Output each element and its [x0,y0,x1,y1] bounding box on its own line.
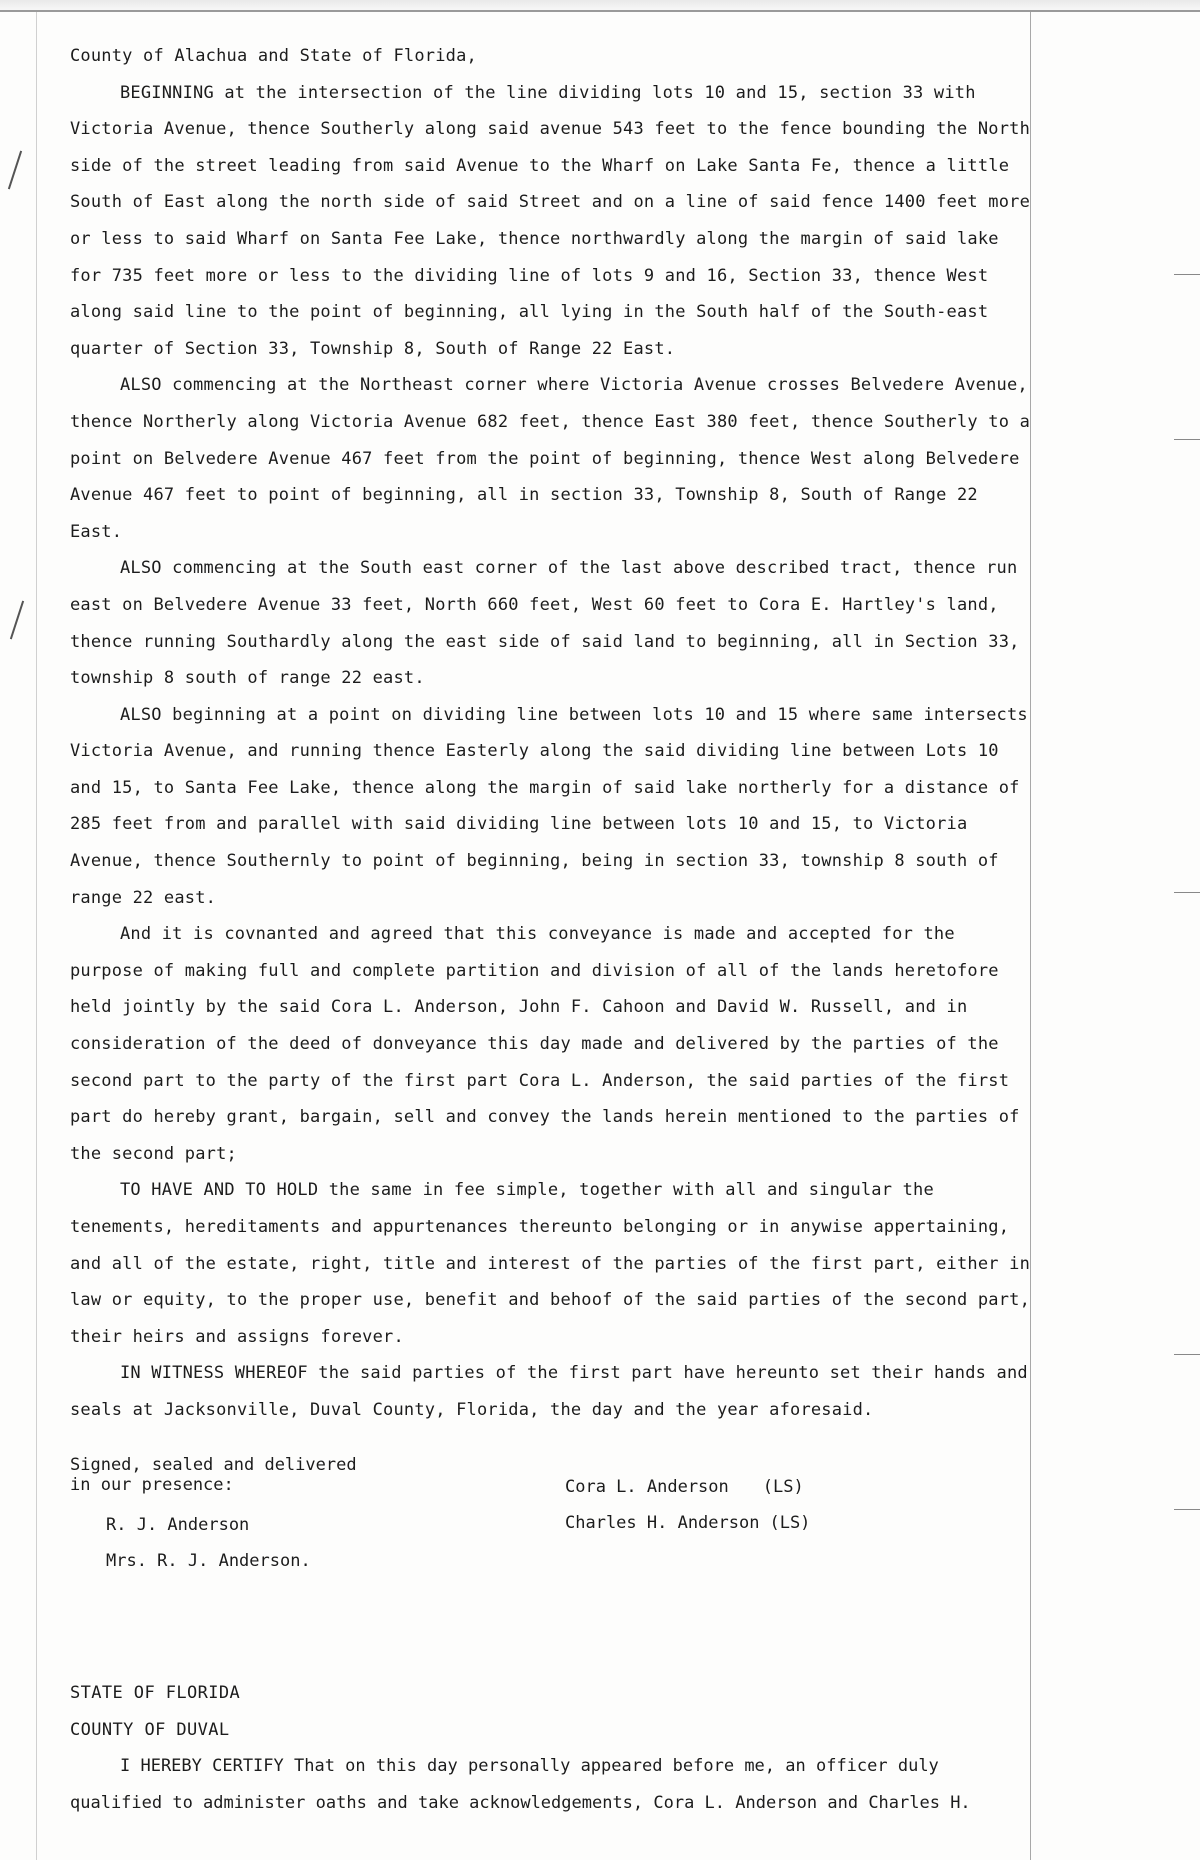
signer-line [565,1469,985,1505]
witness-name: R. J. Anderson [106,1515,250,1535]
margin-bracket [1174,1455,1200,1510]
margin-bracket [1174,1300,1200,1355]
paragraph-also-dividing-line: ALSO beginning at a point on dividing line between lots 10 and 15 where same intersects Victoria Avenue, and running thence Easterly along the said dividing line between Lots 10 and 15, to Santa Fee Lake, thence along the margin of said lake northerly for a distance of 285 feet from and parallel with said dividing line between lots 10 and 15, to Victoria Avenue, thence Southernly to point of beginning, being in section 33, township 8 south of range 22 east. [70,704,1028,908]
acknowledgement-section [70,1675,1030,1821]
margin-bracket [1174,838,1200,893]
scan-top-border [0,0,1200,12]
right-margin-rule [1030,12,1031,1860]
margin-bracket [1174,220,1200,275]
seal-mark: (LS) [769,1513,811,1533]
opening-line: County of Alachua and State of Florida, [70,46,477,66]
signer-line [565,1505,985,1541]
signer-name: Charles H. Anderson [565,1513,760,1533]
paragraph-partition: And it is covnanted and agreed that this conveyance is made and accepted for the purpose of making full and complete partition and division of all of the lands heretofore held jointly by the said Cora L. Anderson, John F. Cahoon and David W. Russell, and in consideration of the deed of donveyance this day made and delivered by the parties of the second part to the party of the first part Cora L. Anderson, the said parties of the first part do hereby grant, bargain, sell and convey the lands herein mentioned to the parties of the second part; [70,924,1020,1164]
margin-check-mark [8,151,22,190]
seal-mark: (LS) [762,1477,804,1497]
paragraph-in-witness: IN WITNESS WHEREOF the said parties of the first part have hereunto set their hands and seals at Jacksonville, Duval County, Florida, the day and the year aforesaid. [70,1363,1028,1420]
paragraph-beginning: BEGINNING at the intersection of the line dividing lots 10 and 15, section 33 with Victoria Avenue, thence Southerly along said avenue 543 feet to the fence bounding the North side of the street leading from said Avenue to the Wharf on Lake Santa Fe, thence a little South of East along the north side of said Street and on a line of said fence 1400 feet more or less to said Wharf on Santa Fee Lake, thence northwardly along the margin of said lake for 735 feet more or less to the dividing line of lots 9 and 16, Section 33, thence West along said line to the point of beginning, all lying in the South half of the South-east quarter of Section 33, Township 8, South of Range 22 East. [70,82,1031,359]
signed-sealed-heading-1: Signed, sealed and delivered [70,1455,357,1475]
signer-name: Cora L. Anderson [565,1477,729,1497]
signature-block [70,1455,1030,1605]
witness-name: Mrs. R. J. Anderson. [106,1551,311,1571]
ack-state: STATE OF FLORIDA [70,1683,241,1703]
signed-sealed-heading-2: in our presence: [70,1475,234,1495]
paragraph-also-southeast: ALSO commencing at the South east corner of the last above described tract, thence run east on Belvedere Avenue 33 feet, North 660 feet, West 60 feet to Cora E. Hartley's land, thence running Southardly along the east side of said land to beginning, all in Section 33, township 8 south of range 22 east. [70,558,1020,689]
ack-county: COUNTY OF DUVAL [70,1719,230,1740]
paragraph-also-northeast: ALSO commencing at the Northeast corner where Victoria Avenue crosses Belvedere Avenue, thence Northerly along Victoria Avenue 682 feet, thence East 380 feet, thence Southerly to a point on Belvedere Avenue 467 feet from the point of beginning, thence West along Belvedere Avenue 467 feet to point of beginning, all in section 33, Township 8, South of Range 22 East. [70,375,1031,542]
left-margin-rule [36,12,37,1860]
margin-bracket [1174,385,1200,440]
signer-column [565,1469,985,1541]
margin-check-mark [10,601,24,640]
witness-column [70,1455,470,1579]
deed-body [70,38,1030,1429]
ack-text: I HEREBY CERTIFY That on this day personally appeared before me, an officer duly qualified to administer oaths and take acknowledgements, Cora L. Anderson and Charles H. [70,1756,971,1813]
paragraph-habendum: TO HAVE AND TO HOLD the same in fee simple, together with all and singular the tenements, hereditaments and appurtenances thereunto belonging or in anywise appertaining, and all of the estate, right, title and interest of the parties of the first part, either in law or equity, to the proper use, benefit and behoof of the said parties of the second part, their heirs and assigns forever. [70,1180,1031,1347]
